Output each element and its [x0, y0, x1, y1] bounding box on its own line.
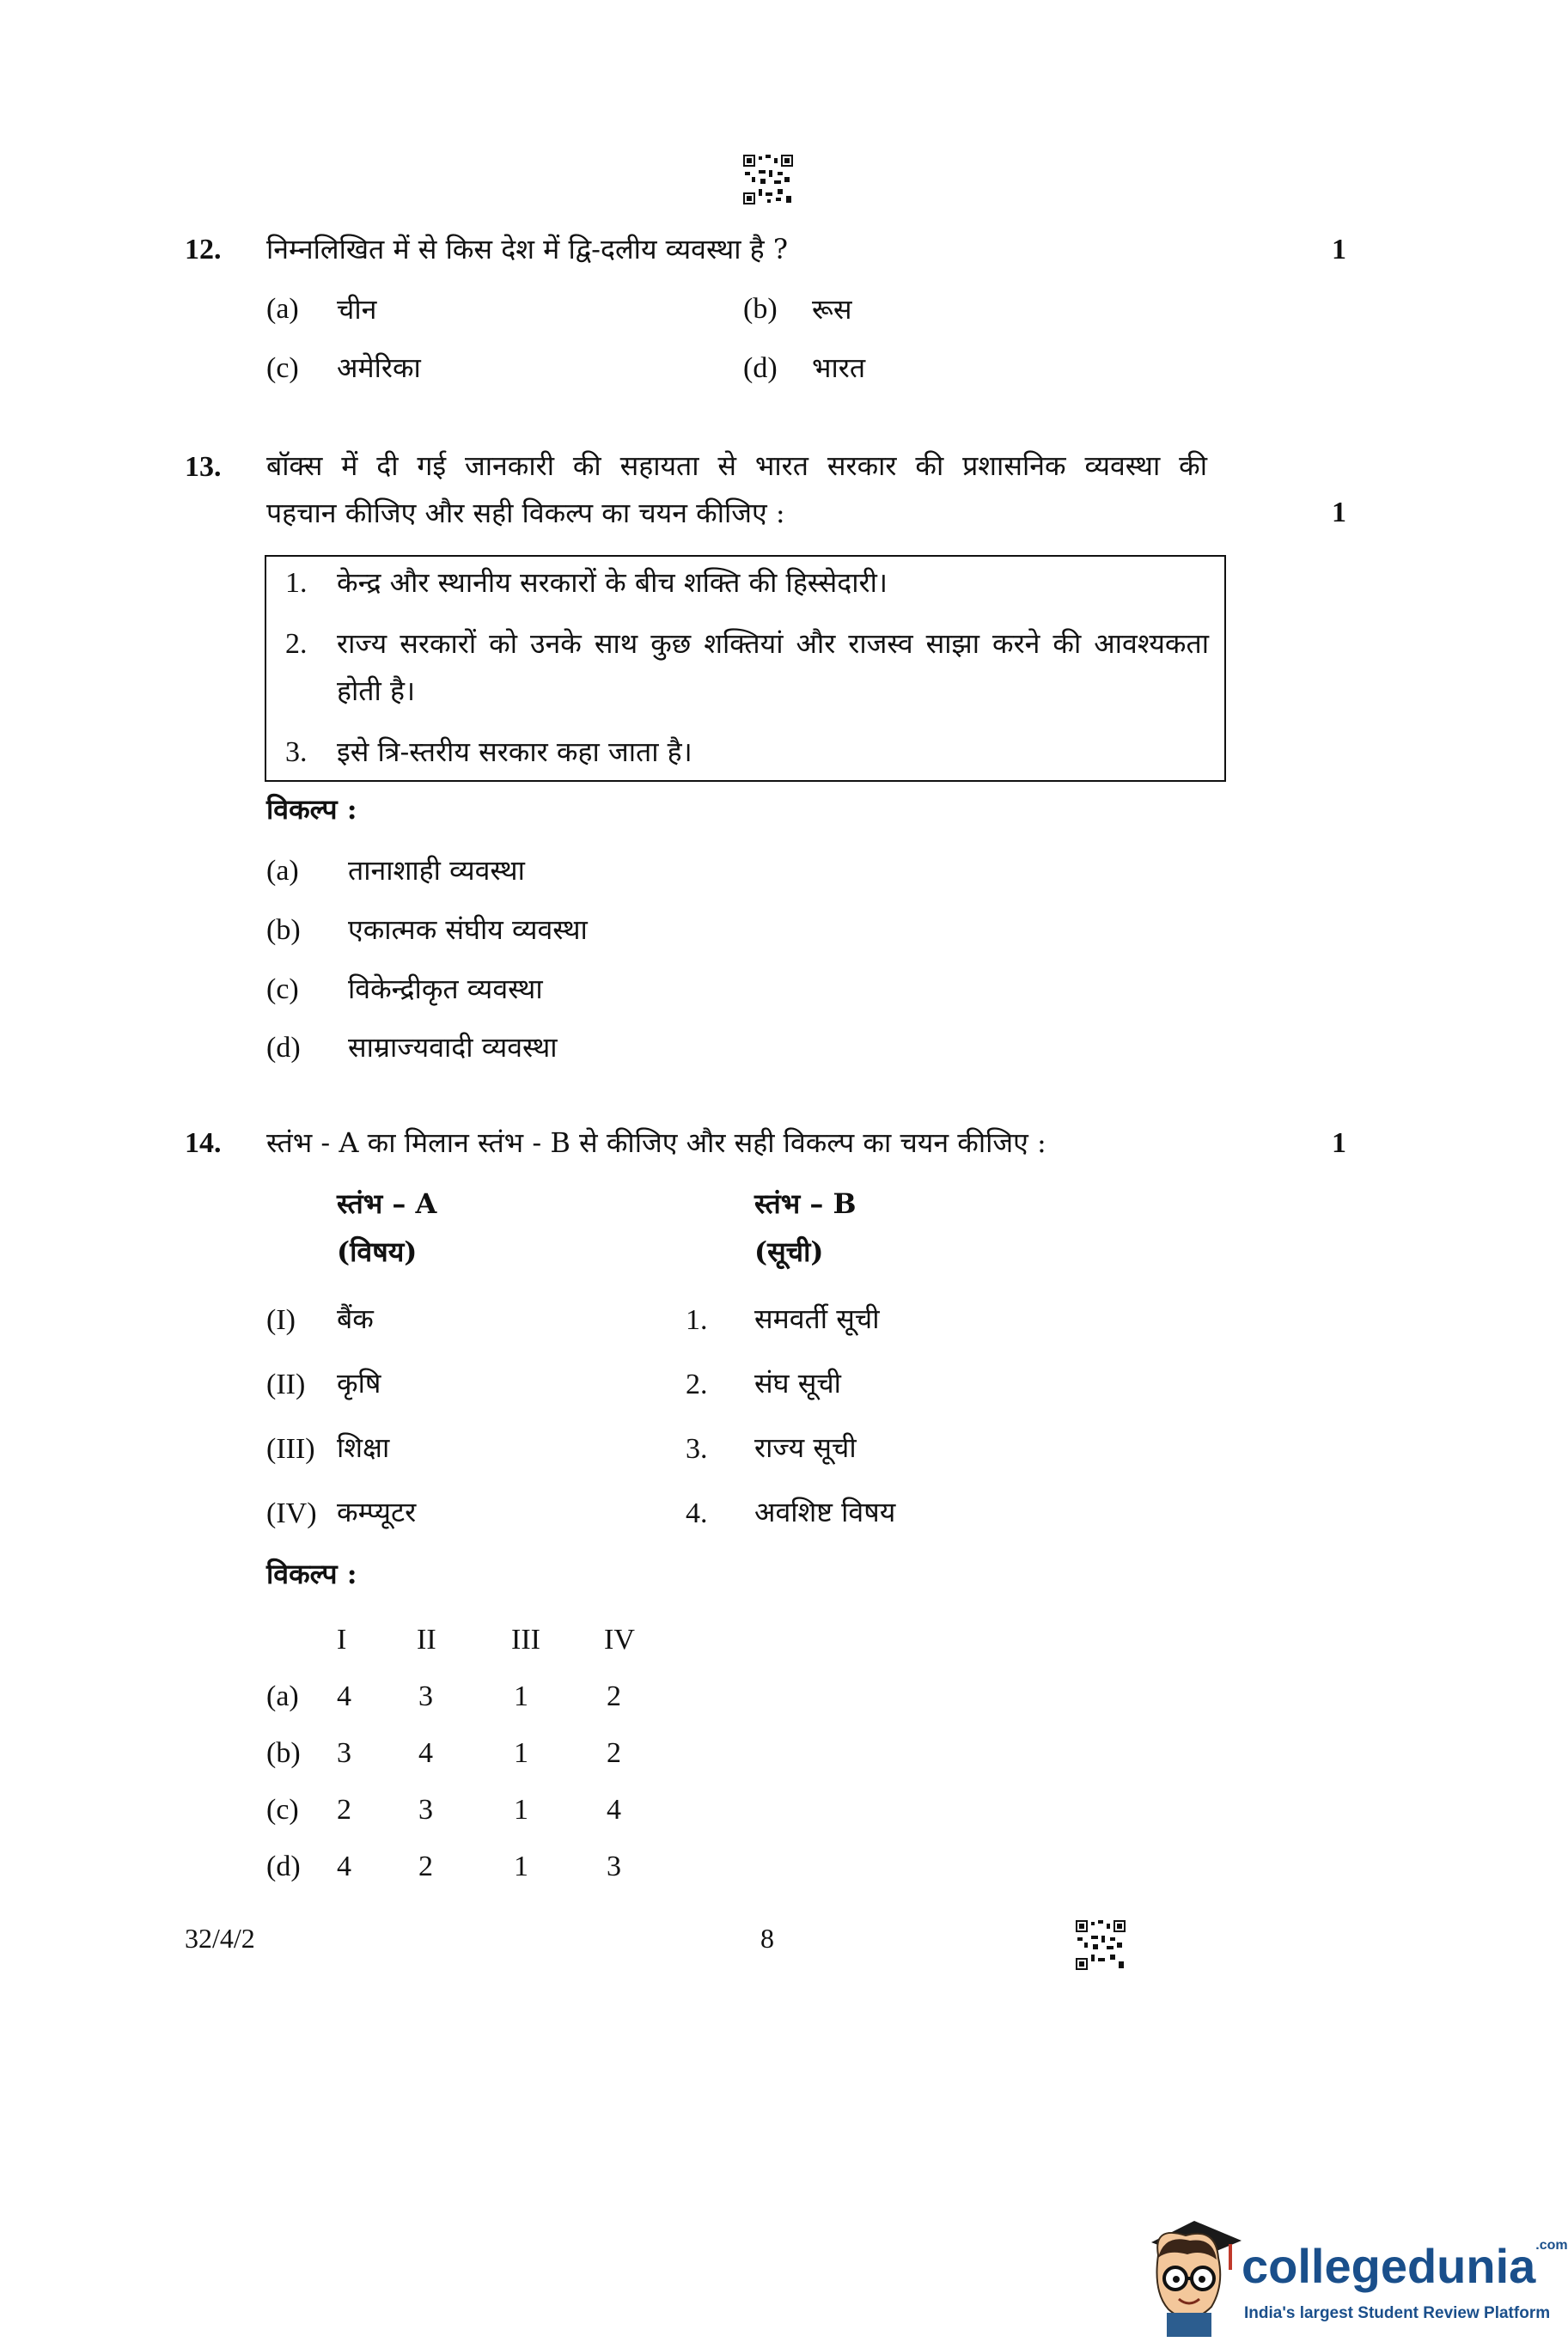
box-item-text: राज्य सरकारों को उनके साथ कुछ शक्तियां और राजस्व साझा करने की आवश्यकता	[337, 627, 1209, 660]
brand-tagline: India's largest Student Review Platform	[1244, 2304, 1551, 2322]
table-cell: 2	[607, 1737, 621, 1769]
question-text: स्तंभ - A का मिलान स्तंभ - B से कीजिए और सही विकल्प का चयन कीजिए :	[266, 1126, 1046, 1159]
table-row-label: (d)	[266, 1851, 301, 1882]
question-number: 12.	[185, 234, 222, 265]
table-cell: 3	[418, 1794, 433, 1826]
option-text: चीन	[337, 293, 377, 326]
question-text: बॉक्स में दी गई जानकारी की सहायता से भारत सरकार की प्रशासनिक व्यवस्था की	[266, 449, 1207, 482]
column-b-number: 1.	[686, 1304, 708, 1336]
table-header: II	[417, 1624, 436, 1656]
table-cell: 4	[337, 1851, 351, 1882]
question-number: 13.	[185, 451, 222, 483]
box-item-number: 2.	[285, 628, 308, 660]
table-cell: 3	[418, 1680, 433, 1712]
option-text: रूस	[812, 293, 852, 326]
table-row-label: (c)	[266, 1794, 299, 1826]
option-text: विकेन्द्रीकृत व्यवस्था	[348, 973, 543, 1005]
column-a-subtitle: (विषय)	[337, 1235, 418, 1268]
page-number: 8	[760, 1923, 774, 1954]
option-label: (b)	[266, 914, 301, 946]
mascot-icon	[1134, 2217, 1246, 2337]
marks: 1	[1332, 234, 1346, 265]
column-b-subtitle: (सूची)	[754, 1235, 824, 1268]
column-b-text: राज्य सूची	[754, 1431, 857, 1464]
table-header: IV	[604, 1624, 635, 1656]
table-cell: 3	[337, 1737, 351, 1769]
column-a-label: (IV)	[266, 1497, 317, 1529]
box-item-text: होती है।	[337, 674, 416, 707]
marks: 1	[1332, 1127, 1346, 1159]
option-text: अमेरिका	[337, 351, 421, 384]
option-label: (d)	[266, 1032, 301, 1064]
column-b-title: स्तंभ – B	[754, 1187, 857, 1220]
question-text: निम्नलिखित में से किस देश में द्वि-दलीय व्यवस्था है ?	[266, 233, 789, 265]
table-cell: 4	[337, 1680, 351, 1712]
column-a-label: (II)	[266, 1369, 306, 1400]
question-text: पहचान कीजिए और सही विकल्प का चयन कीजिए :	[266, 497, 785, 529]
column-b-text: संघ सूची	[754, 1367, 841, 1400]
column-a-text: बैंक	[337, 1302, 374, 1335]
table-cell: 4	[607, 1794, 621, 1826]
table-cell: 1	[514, 1680, 528, 1712]
table-cell: 1	[514, 1794, 528, 1826]
column-b-number: 3.	[686, 1433, 708, 1465]
question-number: 14.	[185, 1127, 222, 1159]
qr-code-icon	[1076, 1920, 1126, 1970]
table-cell: 2	[418, 1851, 433, 1882]
column-b-number: 4.	[686, 1497, 708, 1529]
marks: 1	[1332, 497, 1346, 528]
option-label: (a)	[266, 855, 299, 887]
table-row-label: (b)	[266, 1737, 301, 1769]
option-label: (c)	[266, 352, 299, 384]
box-item-number: 1.	[285, 567, 308, 599]
brand-domain: .com	[1535, 2238, 1568, 2253]
column-a-label: (III)	[266, 1433, 315, 1465]
table-cell: 4	[418, 1737, 433, 1769]
table-header: III	[511, 1624, 540, 1656]
table-header: I	[337, 1624, 347, 1656]
table-cell: 1	[514, 1737, 528, 1769]
option-label: (c)	[266, 973, 299, 1005]
column-b-text: अवशिष्ट विषय	[754, 1496, 896, 1528]
box-item-number: 3.	[285, 736, 308, 768]
paper-code: 32/4/2	[185, 1923, 255, 1954]
column-a-text: शिक्षा	[337, 1431, 390, 1464]
option-label: (d)	[743, 352, 778, 384]
column-a-title: स्तंभ – A	[337, 1187, 437, 1220]
column-a-text: कम्प्यूटर	[337, 1496, 417, 1528]
table-cell: 3	[607, 1851, 621, 1882]
table-row-label: (a)	[266, 1680, 299, 1712]
option-text: साम्राज्यवादी व्यवस्था	[348, 1031, 558, 1064]
column-a-text: कृषि	[337, 1367, 381, 1400]
option-text: एकात्मक संघीय व्यवस्था	[348, 913, 588, 946]
option-text: भारत	[812, 351, 866, 384]
table-cell: 2	[337, 1794, 351, 1826]
column-b-text: समवर्ती सूची	[754, 1302, 880, 1335]
column-b-number: 2.	[686, 1369, 708, 1400]
table-cell: 2	[607, 1680, 621, 1712]
table-cell: 1	[514, 1851, 528, 1882]
option-label: (b)	[743, 293, 778, 325]
option-text: तानाशाही व्यवस्था	[348, 854, 525, 887]
column-a-label: (I)	[266, 1304, 296, 1336]
option-label: (a)	[266, 293, 299, 325]
options-heading: विकल्प :	[266, 1558, 357, 1590]
brand-name-text: collegedunia	[1242, 2239, 1536, 2293]
options-heading: विकल्प :	[266, 793, 357, 826]
box-item-text: इसे त्रि-स्तरीय सरकार कहा जाता है।	[337, 735, 692, 768]
box-item-text: केन्द्र और स्थानीय सरकारों के बीच शक्ति की हिस्सेदारी।	[337, 566, 888, 599]
brand-name	[1242, 2238, 1568, 2294]
qr-code-icon	[743, 155, 793, 204]
